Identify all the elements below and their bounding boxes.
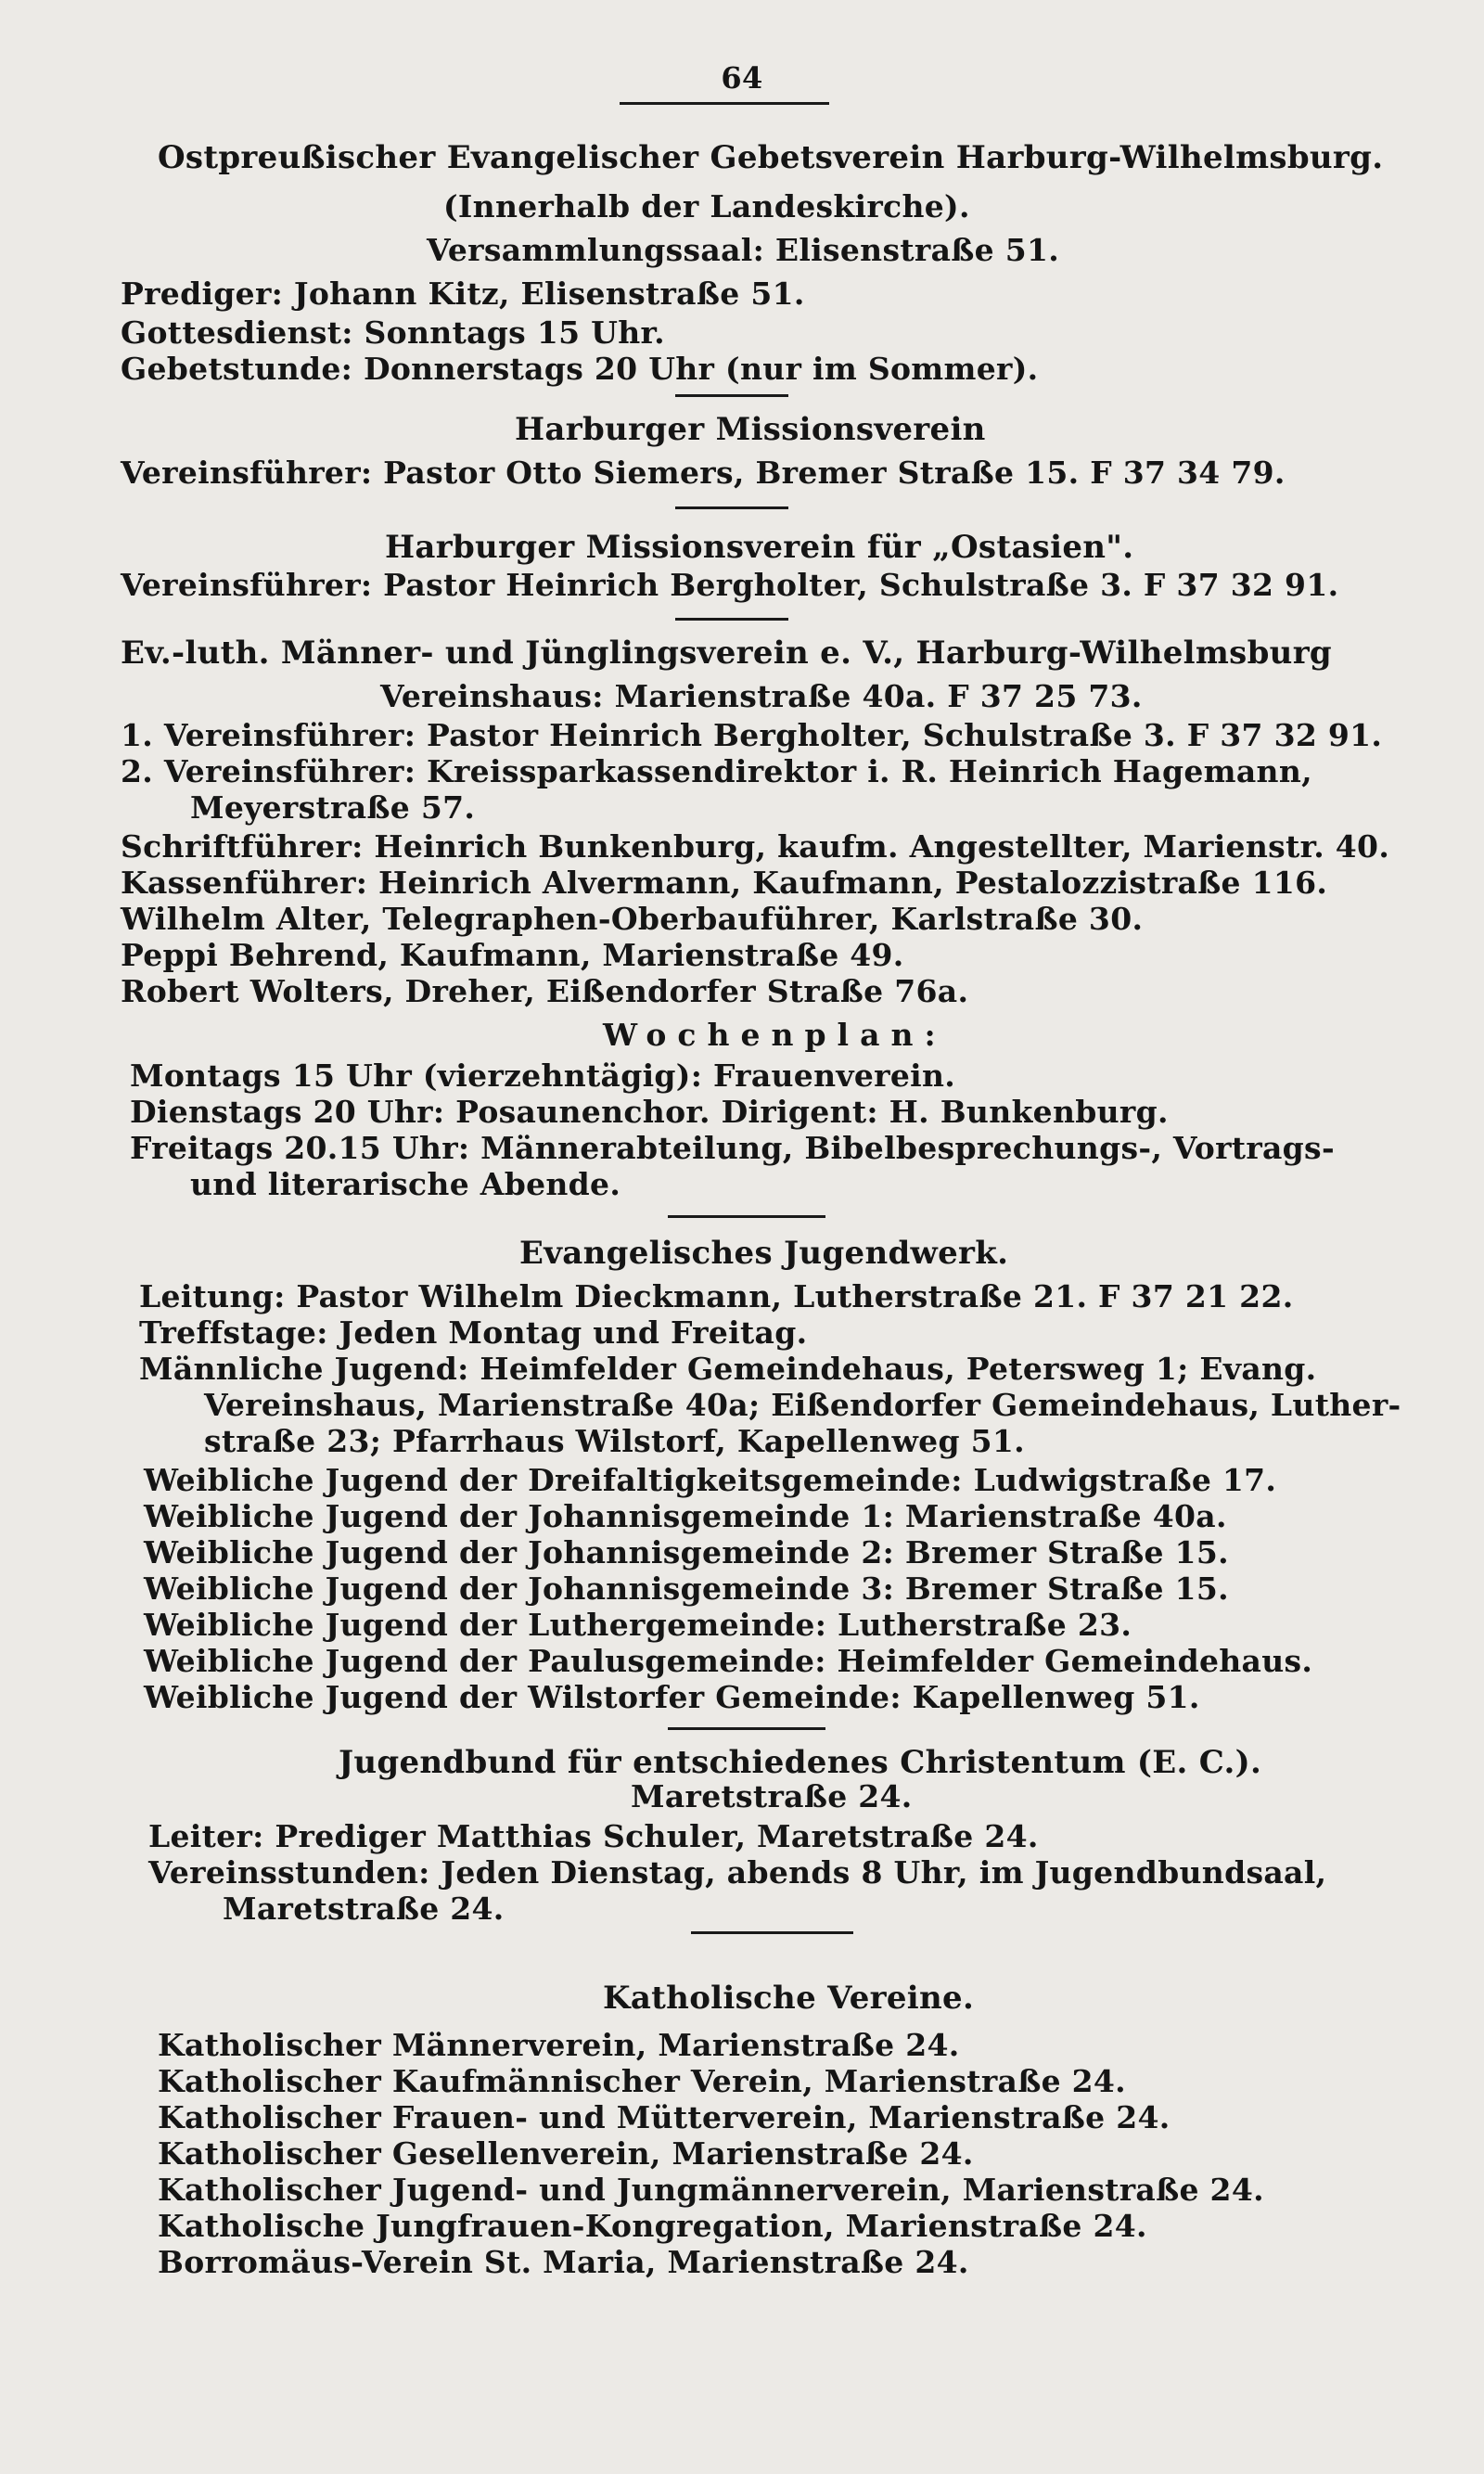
section-line: Katholischer Kaufmännischer Verein, Marienstraße 24. <box>158 2063 1126 2099</box>
section-line: Maretstraße 24. <box>631 1778 913 1814</box>
section-divider <box>675 506 788 509</box>
section-divider <box>668 1215 825 1218</box>
section-line: 2. Vereinsführer: Kreissparkassendirektor i. R. Heinrich Hagemann, <box>121 753 1312 789</box>
section-line: Borromäus-Verein St. Maria, Marienstraße 24. <box>158 2244 969 2280</box>
section-divider <box>675 394 788 397</box>
section-heading: Jugendbund für entschiedenes Christentum (E. C.). <box>339 1744 1262 1781</box>
section-line: Freitags 20.15 Uhr: Männerabteilung, Bibelbesprechungs-, Vortrags- <box>130 1130 1335 1166</box>
section-line: Weibliche Jugend der Dreifaltigkeitsgemeinde: Ludwigstraße 17. <box>144 1462 1277 1498</box>
section-line: Schriftführer: Heinrich Bunkenburg, kaufm. Angestellter, Marienstr. 40. <box>121 828 1390 865</box>
section-line: Weibliche Jugend der Johannisgemeinde 1: Marienstraße 40a. <box>144 1498 1227 1534</box>
section-line: Vereinshaus, Marienstraße 40a; Eißendorfer Gemeindehaus, Luther- <box>204 1387 1401 1423</box>
section-line: Weibliche Jugend der Wilstorfer Gemeinde: Kapellenweg 51. <box>144 1679 1200 1715</box>
section-line: 1. Vereinsführer: Pastor Heinrich Bergholter, Schulstraße 3. F 37 32 91. <box>121 717 1383 753</box>
section-divider <box>691 1931 853 1934</box>
section-line: (Innerhalb der Landeskirche). <box>443 188 970 224</box>
section-divider <box>668 1727 825 1730</box>
section-divider <box>675 618 788 621</box>
section-line: Katholischer Gesellenverein, Marienstraße 24. <box>158 2135 974 2172</box>
section-heading: Ev.-luth. Männer- und Jünglingsverein e. V., Harburg-Wilhelmsburg <box>121 635 1332 672</box>
section-line: Dienstags 20 Uhr: Posaunenchor. Dirigent: H. Bunkenburg. <box>130 1094 1169 1130</box>
section-line: Katholischer Frauen- und Mütterverein, Marienstraße 24. <box>158 2099 1171 2135</box>
weekly-plan-heading: Wochenplan: <box>603 1017 947 1053</box>
section-heading: Ostpreußischer Evangelischer Gebetsverein Harburg-Wilhelmsburg. <box>158 139 1384 176</box>
section-line: Robert Wolters, Dreher, Eißendorfer Straße 76a. <box>121 973 969 1009</box>
section-heading: Evangelisches Jugendwerk. <box>519 1235 1009 1272</box>
page-number-rule <box>620 102 829 105</box>
section-line: Meyerstraße 57. <box>190 789 476 826</box>
section-line: Leitung: Pastor Wilhelm Dieckmann, Lutherstraße 21. F 37 21 22. <box>139 1278 1294 1314</box>
section-line: Kassenführer: Heinrich Alvermann, Kaufmann, Pestalozzistraße 116. <box>121 865 1328 901</box>
section-line: straße 23; Pfarrhaus Wilstorf, Kapellenweg 51. <box>204 1423 1025 1459</box>
section-heading: Harburger Missionsverein für „Ostasien". <box>385 529 1134 566</box>
section-line: Gottesdienst: Sonntags 15 Uhr. <box>121 314 665 351</box>
section-line: Vereinsstunden: Jeden Dienstag, abends 8 Uhr, im Jugendbundsaal, <box>148 1854 1327 1891</box>
section-line: Peppi Behrend, Kaufmann, Marienstraße 49. <box>121 937 904 973</box>
section-line: Wilhelm Alter, Telegraphen-Oberbauführer, Karlstraße 30. <box>121 901 1144 937</box>
section-line: Weibliche Jugend der Luthergemeinde: Lutherstraße 23. <box>144 1607 1132 1643</box>
section-line: Weibliche Jugend der Johannisgemeinde 2: Bremer Straße 15. <box>144 1534 1229 1570</box>
section-line: Männliche Jugend: Heimfelder Gemeindehaus, Petersweg 1; Evang. <box>139 1351 1317 1387</box>
section-line: Weibliche Jugend der Paulusgemeinde: Heimfelder Gemeindehaus. <box>144 1643 1313 1679</box>
page-number: 64 <box>721 60 763 96</box>
section-line: Weibliche Jugend der Johannisgemeinde 3: Bremer Straße 15. <box>144 1570 1229 1607</box>
section-line: Leiter: Prediger Matthias Schuler, Maretstraße 24. <box>148 1818 1039 1854</box>
section-heading: Katholische Vereine. <box>603 1980 975 2017</box>
section-line: Gebetstunde: Donnerstags 20 Uhr (nur im Sommer). <box>121 351 1039 387</box>
section-line: Vereinsführer: Pastor Otto Siemers, Bremer Straße 15. F 37 34 79. <box>121 455 1286 491</box>
section-line: Treffstage: Jeden Montag und Freitag. <box>139 1314 808 1351</box>
section-heading: Harburger Missionsverein <box>515 411 986 448</box>
section-line: Montags 15 Uhr (vierzehntägig): Frauenverein. <box>130 1058 956 1094</box>
section-line: Vereinshaus: Marienstraße 40a. F 37 25 73. <box>380 678 1143 714</box>
section-line: Katholische Jungfrauen-Kongregation, Marienstraße 24. <box>158 2208 1147 2244</box>
section-line: Prediger: Johann Kitz, Elisenstraße 51. <box>121 276 805 312</box>
section-line: Vereinsführer: Pastor Heinrich Bergholter, Schulstraße 3. F 37 32 91. <box>121 567 1339 603</box>
section-line: Maretstraße 24. <box>223 1891 505 1927</box>
section-line: Katholischer Jugend- und Jungmännerverein, Marienstraße 24. <box>158 2172 1264 2208</box>
section-line: Versammlungssaal: Elisenstraße 51. <box>427 232 1060 268</box>
section-line: und literarische Abende. <box>190 1166 621 1202</box>
section-line: Katholischer Männerverein, Marienstraße 24. <box>158 2027 960 2063</box>
